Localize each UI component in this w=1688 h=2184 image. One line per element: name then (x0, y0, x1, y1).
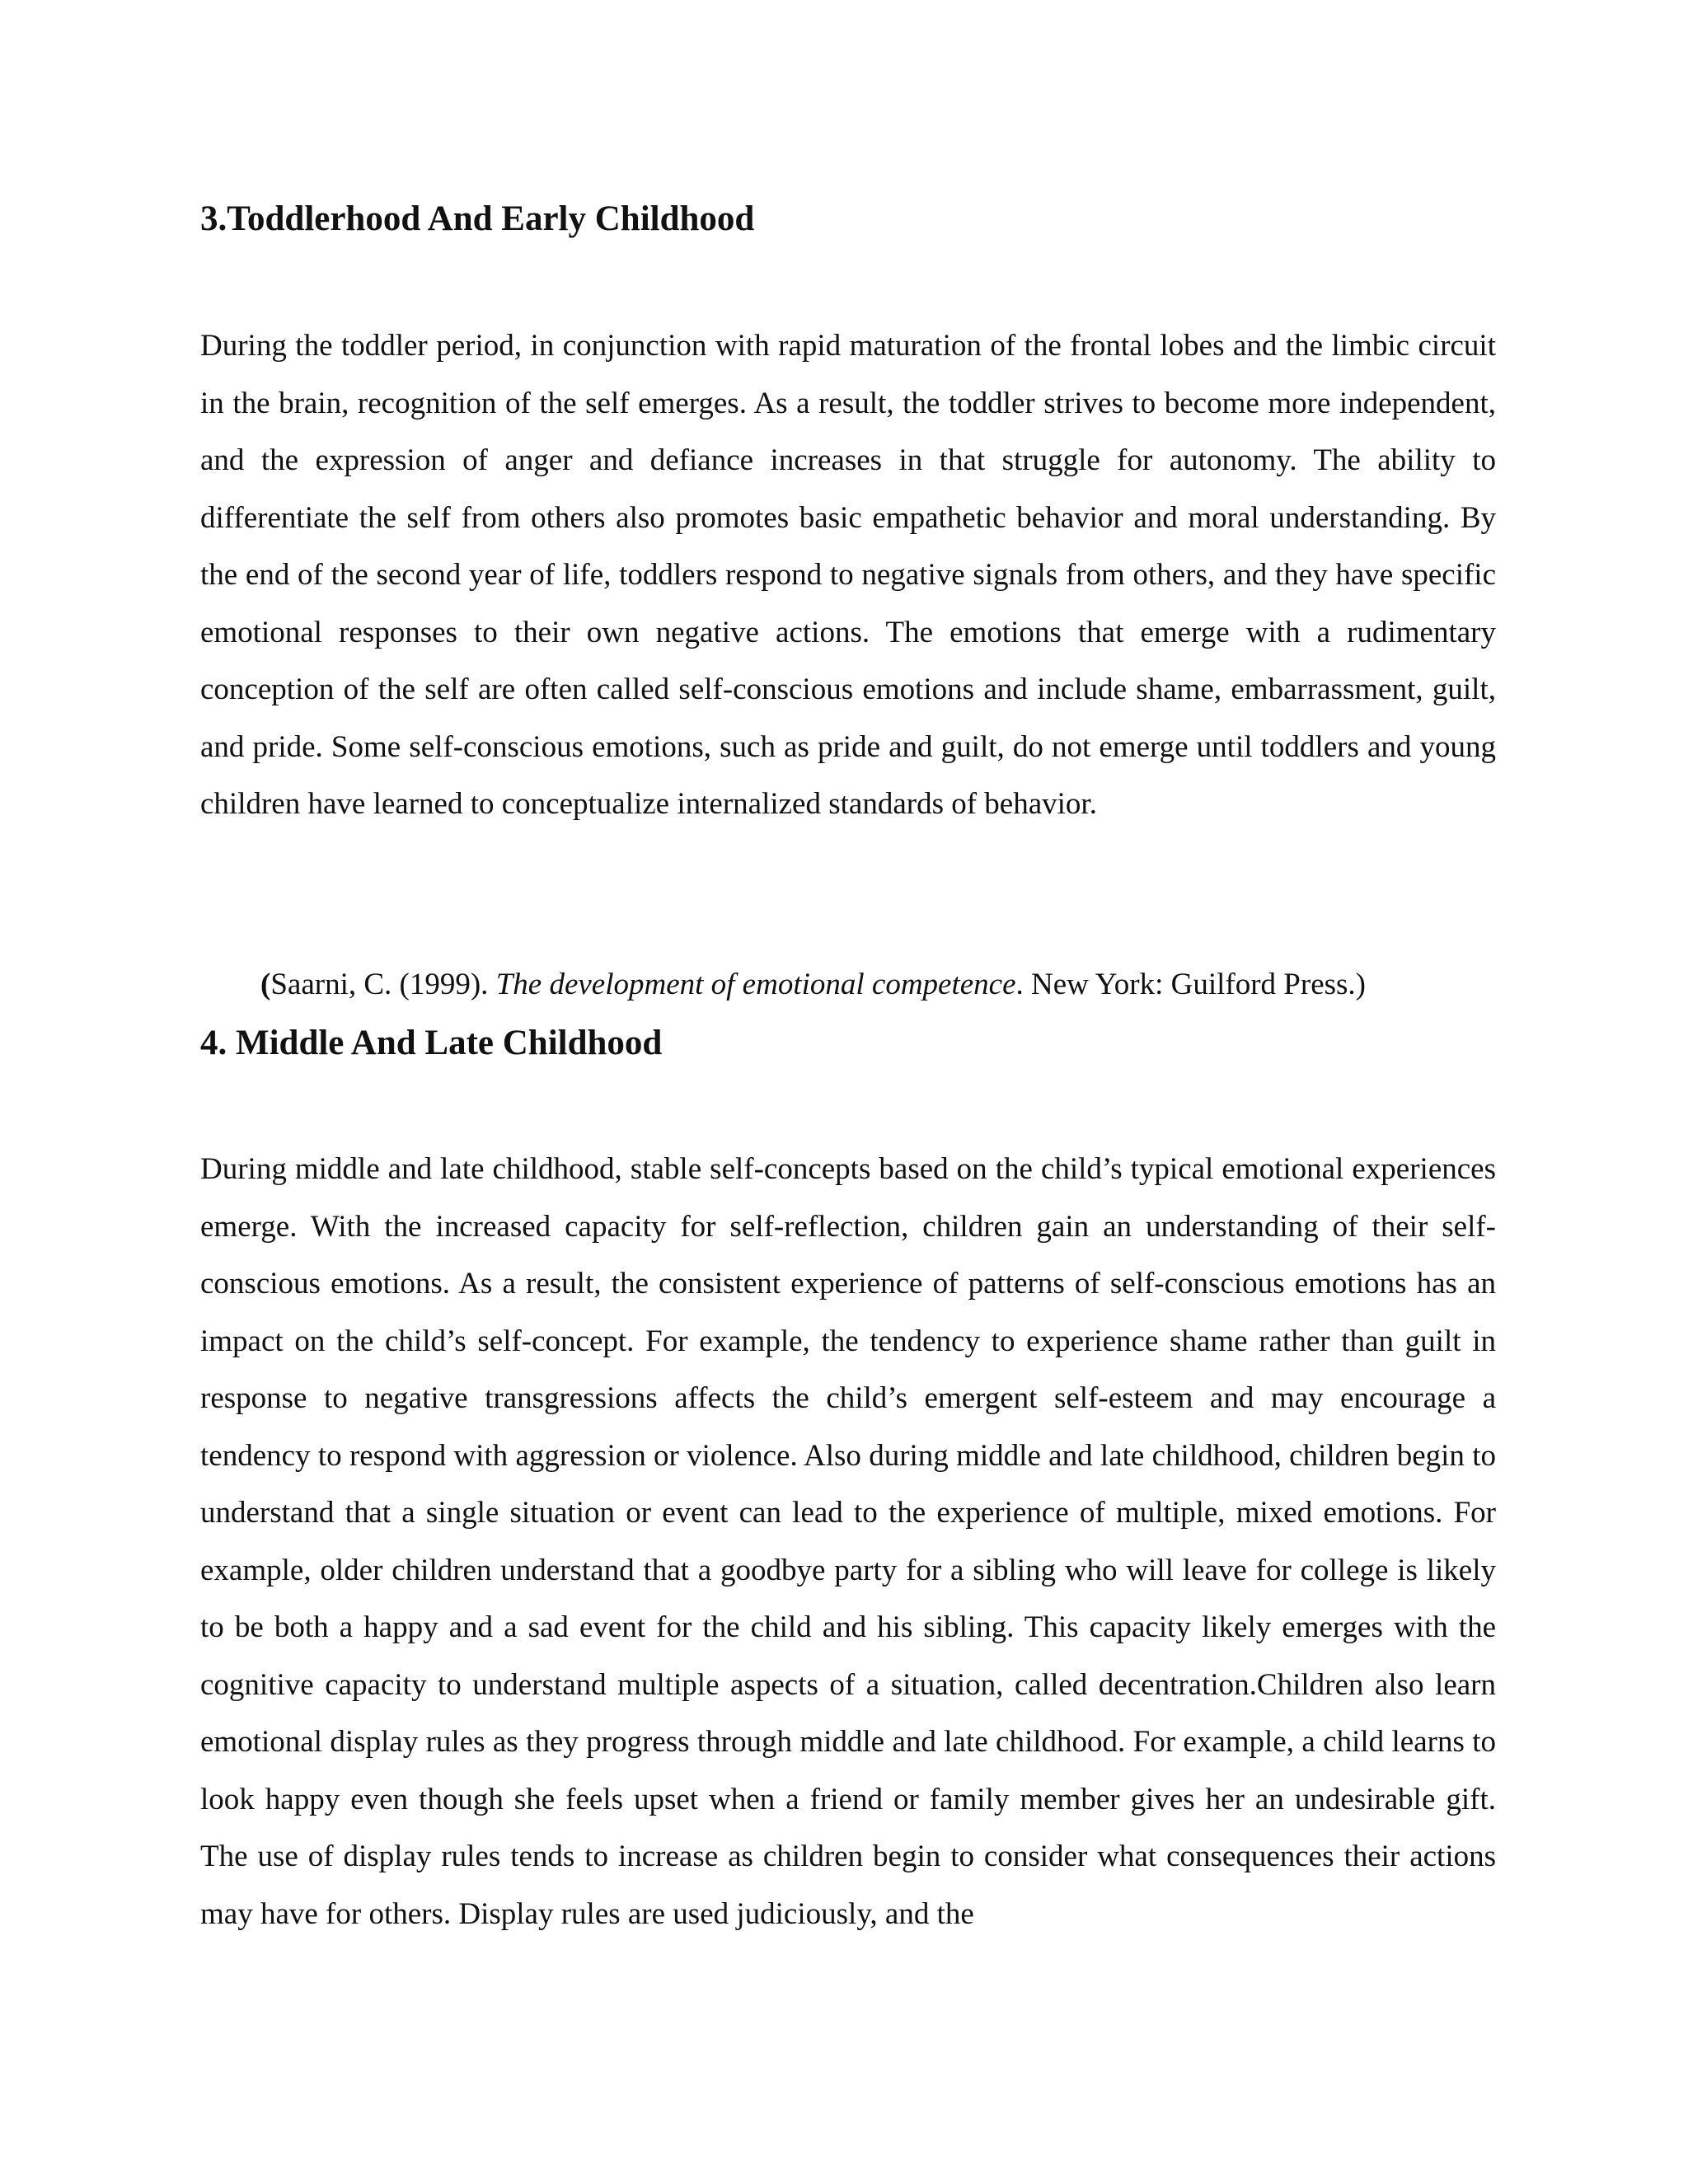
paragraph-middle-late-childhood: During middle and late childhood, stable self-concepts based on the child’s typical emotional experiences emerge. With the increased capacity for self-reflection, children gain an understanding of their self-conscious emotions. As a result, the consistent experience of patterns of self-conscious emotions has an impact on the child’s self-concept. For example, the tendency to experience shame rather than guilt in response to negative transgressions affects the child’s emergent self-esteem and may encourage a tendency to respond with aggression or violence. Also during middle and late childhood, children begin to understand that a single situation or event can lead to the experience of multiple, mixed emotions. For example, older children understand that a goodbye party for a sibling who will leave for college is likely to be both a happy and a sad event for the child and his sibling. This capacity likely emerges with the cognitive capacity to understand multiple aspects of a situation, called decentration.Children also learn emotional display rules as they progress through middle and late childhood. For example, a child learns to look happy even though she feels upset when a friend or family member gives her an undesirable gift. The use of display rules tends to increase as children begin to consider what consequences their actions may have for others. Display rules are used judiciously, and the (200, 1152, 1496, 1931)
citation (260, 956, 1366, 1014)
citation-title: The development of emotional competence (495, 968, 1016, 1001)
citation-publisher: . New York: Guilford Press.) (1015, 968, 1367, 1001)
section-heading-toddlerhood: 3.Toddlerhood And Early Childhood (200, 199, 755, 238)
paragraph-toddlerhood: During the toddler period, in conjunction with rapid maturation of the frontal lobes and the limbic circuit in the brain, recognition of the self emerges. As a result, the toddler strives to become more independent, and the expression of anger and defiance increases in that struggle for autonomy. The ability to differentiate the self from others also promotes basic empathetic behavior and moral understanding. By the end of the second year of life, toddlers respond to negative signals from others, and they have specific emotional responses to their own negative actions. The emotions that emerge with a rudimentary conception of the self are often called self-conscious emotions and include shame, embarrassment, guilt, and pride. Some self-conscious emotions, such as pride and guilt, do not emerge until toddlers and young children have learned to conceptualize internalized standards of behavior. (200, 329, 1496, 821)
section-heading-middle-late-childhood: 4. Middle And Late Childhood (200, 1024, 663, 1062)
citation-open-paren: ( (260, 968, 271, 1001)
citation-authors: Saarni, C. (1999). (270, 968, 496, 1001)
